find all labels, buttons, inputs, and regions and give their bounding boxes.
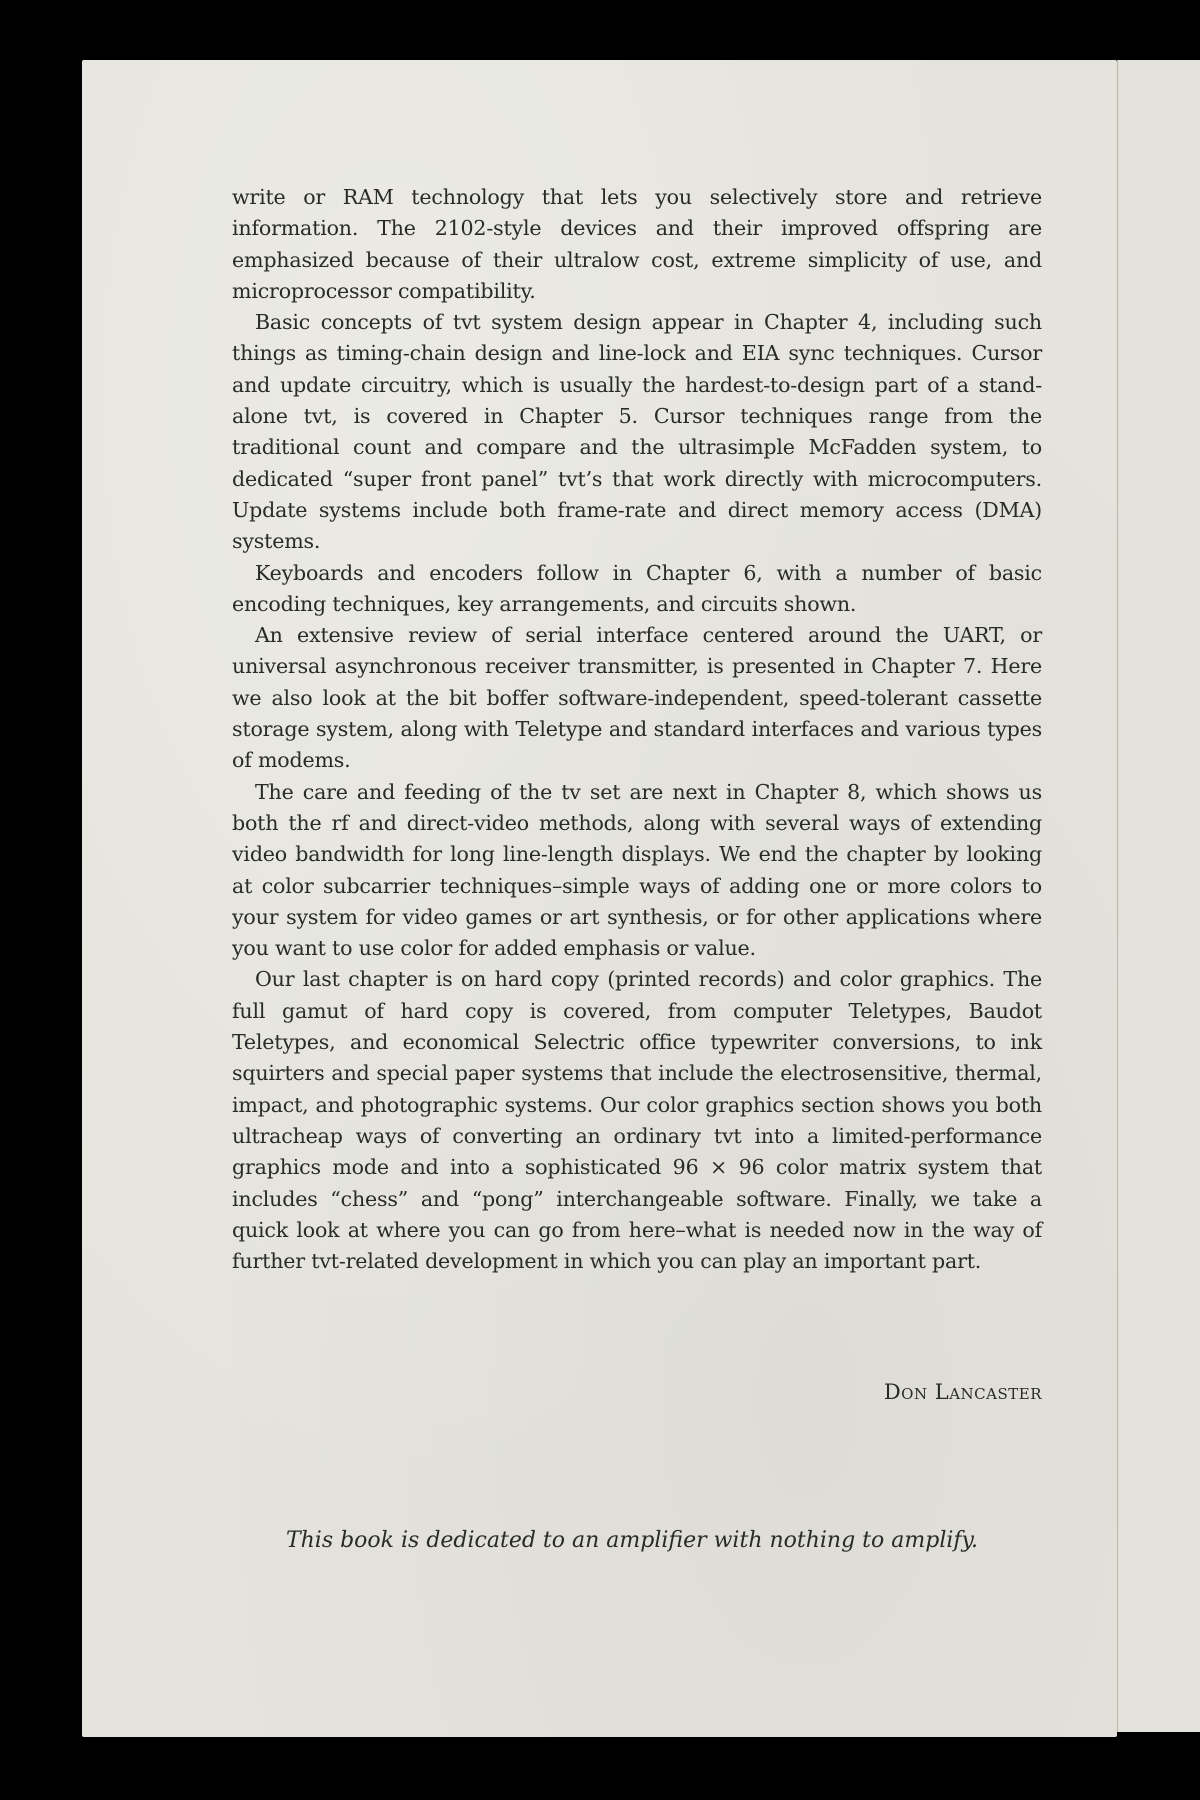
dedication: This book is dedicated to an amplifier with nothing to amplify. [285, 1528, 979, 1553]
paragraph: Our last chapter is on hard copy (printed records) and color graphics. The full gamut of hard copy is covered, from computer Teletypes, Baudot Teletypes, and economical Selectric office typewriter conversions, to ink squirters and special paper systems that include the electrosensitive, thermal, impact, and photographic systems. Our color graphics section shows you both ultracheap ways of converting an ordinary tvt into a limited-performance graphics mode and into a sophisticated 96 × 96 color matrix system that includes “chess” and “pong” interchangeable software. Finally, we take a quick look at where you can go from here–what is needed now in the way of further tvt-related development in which you can play an important part. [232, 967, 1042, 1274]
author-signature: Don Lancaster [883, 1380, 1042, 1404]
paragraph: An extensive review of serial interface centered around the UART, or universal asynchronous receiver transmitter, is presented in Chapter 7. Here we also look at the bit boffer software-independent, speed-tolerant cassette storage system, along with Teletype and standard interfaces and various types of modems. [232, 623, 1042, 773]
preface-body [232, 182, 1042, 1277]
adjacent-page-edge [1117, 60, 1200, 1732]
paragraph: write or RAM technology that lets you selectively store and retrieve information. The 2102-style devices and their improved offspring are emphasized because of their ultralow cost, extreme simplicity of use, and microprocessor compatibility. [232, 185, 1042, 303]
paragraph: The care and feeding of the tv set are next in Chapter 8, which shows us both the rf and direct-video methods, along with several ways of extending video bandwidth for long line-length displays. We end the chapter by looking at color subcarrier techniques–simple ways of adding one or more colors to your system for video games or art synthesis, or for other applications where you want to use color for added emphasis or value. [232, 779, 1042, 961]
paragraph: Keyboards and encoders follow in Chapter 6, with a number of basic encoding techniques, key arrangements, and circuits shown. [232, 560, 1042, 616]
paragraph: Basic concepts of tvt system design appear in Chapter 4, including such things as timing-chain design and line-lock and EIA sync techniques. Cursor and update circuitry, which is usually the hardest-to-design part of a stand-alone tvt, is covered in Chapter 5. Cursor techniques range from the traditional count and compare and the ultrasimple McFadden system, to dedicated “super front panel” tvt’s that work directly with microcomputers. Update systems include both frame-rate and direct memory access (DMA) systems. [232, 310, 1042, 554]
